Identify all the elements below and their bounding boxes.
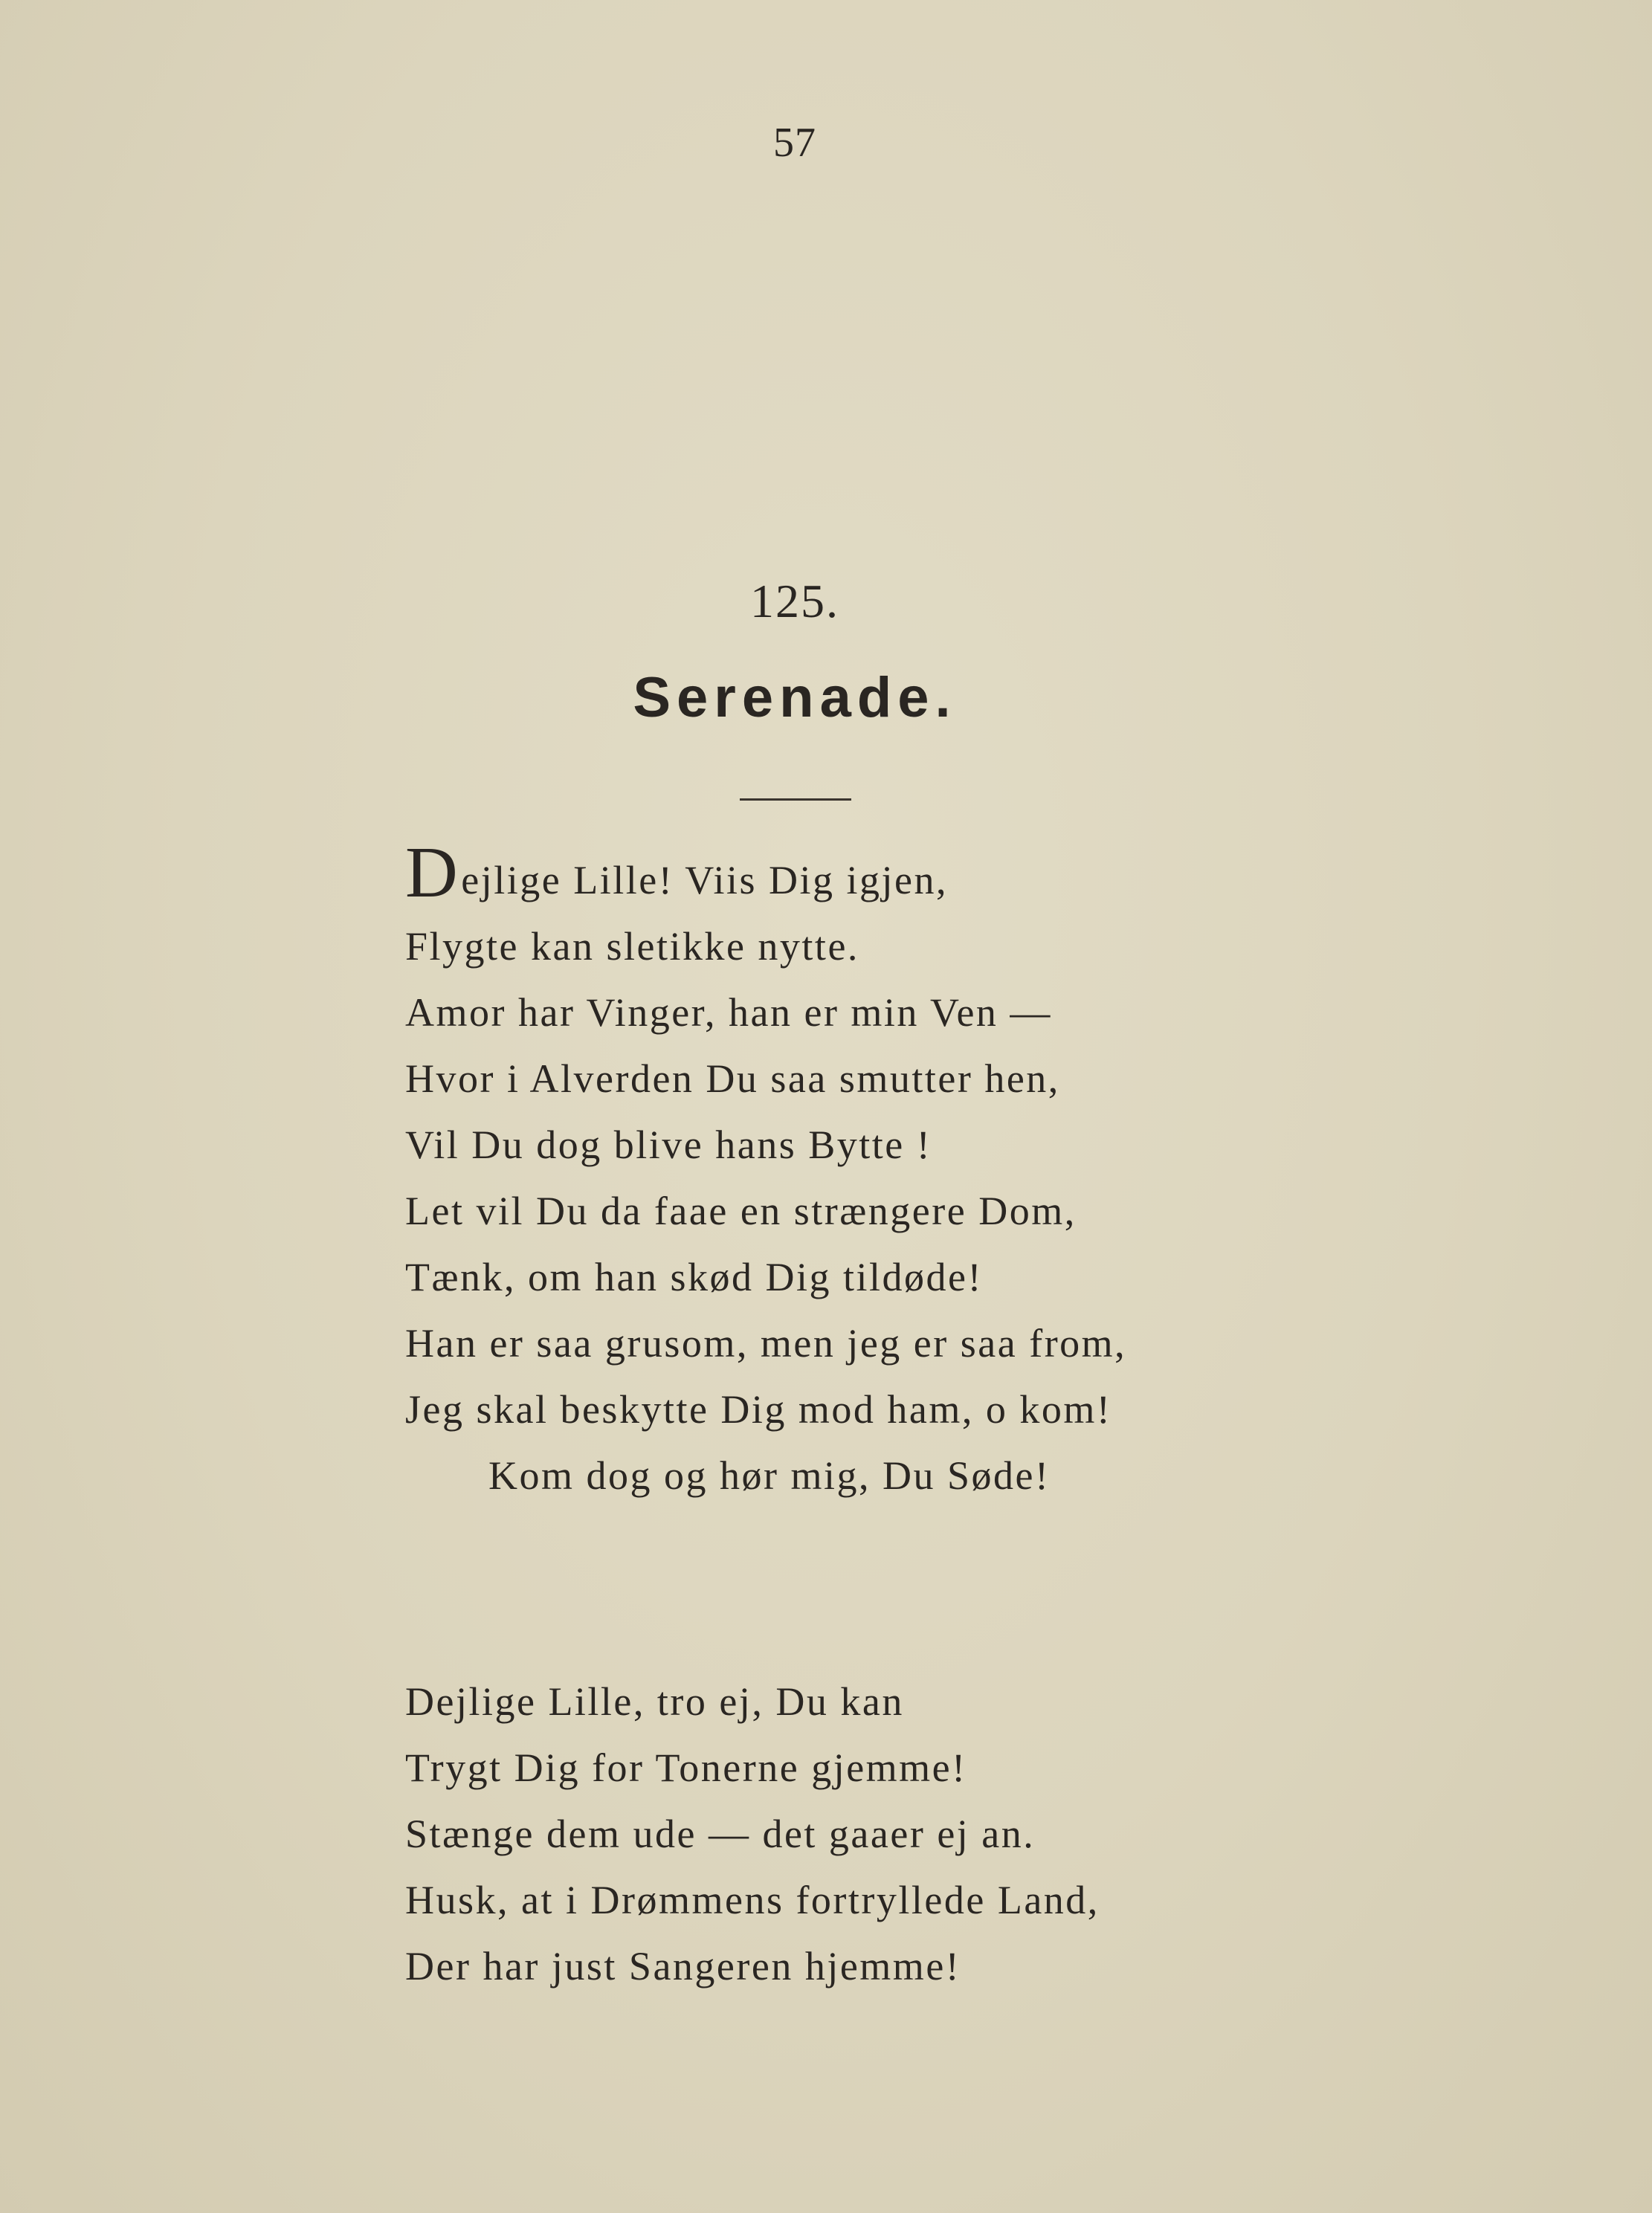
stanza-1-line-7: Tænk, om han skød Dig tildøde!	[405, 1255, 983, 1299]
stanza-1-line-9: Jeg skal beskytte Dig mod ham, o kom!	[405, 1387, 1112, 1432]
drop-cap: D	[405, 833, 460, 913]
page-number: 57	[773, 120, 816, 166]
stanza-2-line-1: Dejlige Lille, tro ej, Du kan	[405, 1679, 904, 1724]
stanza-1-line-4: Hvor i Alverden Du saa smutter hen,	[405, 1056, 1060, 1101]
poem-number: 125.	[750, 575, 839, 627]
stanza-1-line-5: Vil Du dog blive hans Bytte !	[405, 1122, 932, 1167]
stanza-1-refrain: Kom dog og hør mig, Du Søde!	[488, 1453, 1051, 1498]
stanza-2	[405, 1669, 1372, 2000]
stanza-1-line-2: Flygte kan sletikke nytte.	[405, 924, 859, 969]
stanza-1	[405, 833, 1372, 1509]
stanza-2-line-4: Husk, at i Drømmens fortryllede Land,	[405, 1878, 1100, 1922]
stanza-2-line-3: Stænge dem ude — det gaaer ej an.	[405, 1812, 1036, 1856]
poem-title: Serenade.	[633, 666, 957, 729]
first-line-text: ejlige Lille! Viis Dig igjen,	[461, 858, 948, 902]
stanza-1-line-3: Amor har Vinger, han er min Ven —	[405, 990, 1052, 1035]
stanza-2-line-5: Der har just Sangeren hjemme!	[405, 1944, 961, 1989]
stanza-1-line-1	[405, 833, 1372, 914]
title-divider	[740, 798, 851, 801]
stanza-1-line-8: Han er saa grusom, men jeg er saa from,	[405, 1321, 1127, 1366]
stanza-1-line-6: Let vil Du da faae en strængere Dom,	[405, 1189, 1077, 1233]
stanza-2-line-2: Trygt Dig for Tonerne gjemme!	[405, 1745, 967, 1790]
